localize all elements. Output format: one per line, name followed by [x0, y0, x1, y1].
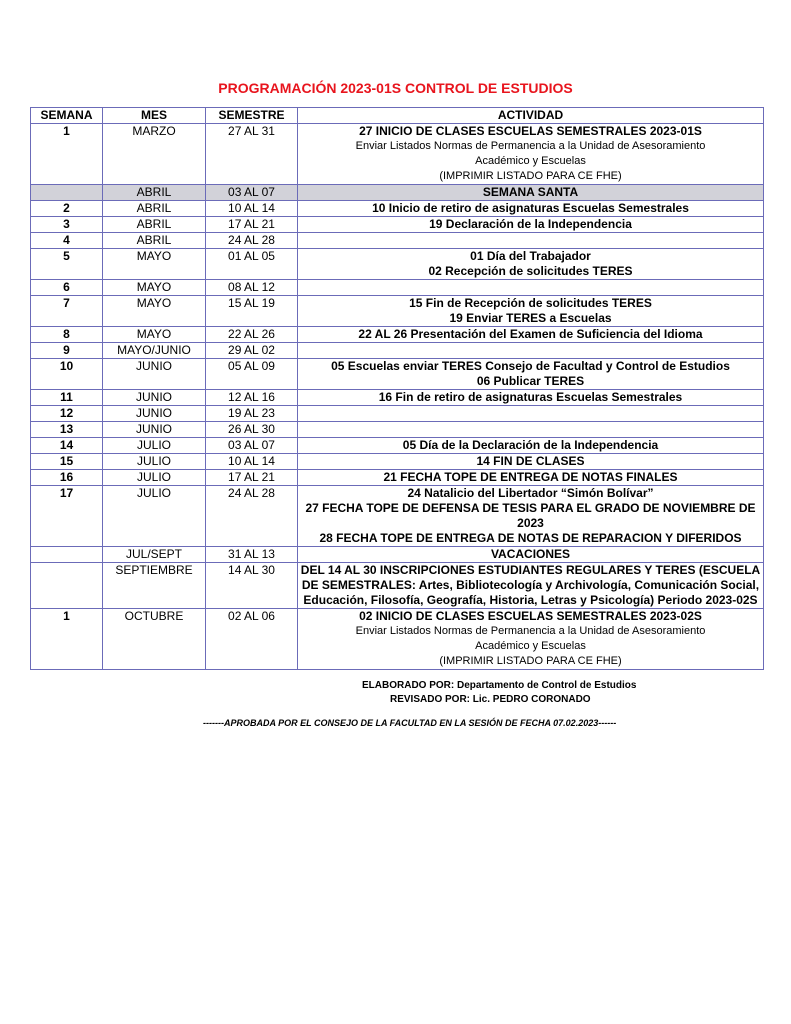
table-row: [31, 563, 764, 609]
mes-cell: OCTUBRE: [103, 609, 206, 670]
actividad-cell: [298, 280, 764, 296]
actividad-cell: [298, 454, 764, 470]
actividad-cell: [298, 390, 764, 406]
semestre-cell: 24 AL 28: [206, 486, 298, 547]
mes-cell: MAYO: [103, 249, 206, 280]
semana-cell: 10: [31, 359, 103, 390]
activity-line: 27 INICIO DE CLASES ESCUELAS SEMESTRALES 2023-01S: [359, 124, 702, 138]
semestre-cell: 15 AL 19: [206, 296, 298, 327]
activity-note: Enviar Listados Normas de Permanencia a la Unidad de Asesoramiento: [355, 140, 706, 152]
mes-cell: JULIO: [103, 454, 206, 470]
actividad-cell: [298, 359, 764, 390]
activity-line: 05 Día de la Declaración de la Independencia: [402, 438, 659, 452]
semestre-cell: 10 AL 14: [206, 454, 298, 470]
activity-line: 27 FECHA TOPE DE DEFENSA DE TESIS PARA EL GRADO DE NOVIEMBRE DE 2023: [305, 501, 756, 530]
semana-cell: [31, 547, 103, 563]
semestre-cell: 03 AL 07: [206, 185, 298, 201]
activity-line: 05 Escuelas enviar TERES Consejo de Facultad y Control de Estudios: [331, 359, 730, 373]
actividad-cell: [298, 249, 764, 280]
schedule-table: [30, 107, 764, 670]
semestre-cell: 02 AL 06: [206, 609, 298, 670]
mes-cell: JUNIO: [103, 422, 206, 438]
mes-cell: JUNIO: [103, 390, 206, 406]
table-row: [31, 422, 764, 438]
actividad-cell: [298, 438, 764, 454]
activity-line: 21 FECHA TOPE DE ENTREGA DE NOTAS FINALES: [383, 470, 678, 484]
activity-note: (IMPRIMIR LISTADO PARA CE FHE): [439, 655, 622, 667]
table-row: [31, 454, 764, 470]
table-row: [31, 343, 764, 359]
semana-cell: 9: [31, 343, 103, 359]
table-row: [31, 217, 764, 233]
mes-cell: MARZO: [103, 124, 206, 185]
table-row: [31, 390, 764, 406]
semestre-cell: 08 AL 12: [206, 280, 298, 296]
semana-cell: 14: [31, 438, 103, 454]
header-semestre: SEMESTRE: [206, 108, 298, 124]
activity-line: 02 Recepción de solicitudes TERES: [428, 264, 633, 278]
page-title: PROGRAMACIÓN 2023-01S CONTROL DE ESTUDIOS: [218, 80, 573, 96]
semestre-cell: 24 AL 28: [206, 233, 298, 249]
activity-line: 19 Enviar TERES a Escuelas: [449, 311, 612, 325]
activity-note: Académico y Escuelas: [475, 640, 586, 652]
semana-cell: 6: [31, 280, 103, 296]
semestre-cell: 05 AL 09: [206, 359, 298, 390]
actividad-cell: [298, 609, 764, 670]
elaborado-por: ELABORADO POR: Departamento de Control de Estudios: [362, 680, 637, 691]
mes-cell: JULIO: [103, 470, 206, 486]
actividad-cell: [298, 547, 764, 563]
mes-cell: MAYO/JUNIO: [103, 343, 206, 359]
mes-cell: ABRIL: [103, 233, 206, 249]
activity-note: Académico y Escuelas: [475, 155, 586, 167]
activity-line: 28 FECHA TOPE DE ENTREGA DE NOTAS DE REPARACION Y DIFERIDOS: [319, 531, 742, 545]
table-row: [31, 406, 764, 422]
semana-cell: 8: [31, 327, 103, 343]
semana-cell: [31, 185, 103, 201]
header-semana: SEMANA: [31, 108, 103, 124]
activity-note: Enviar Listados Normas de Permanencia a la Unidad de Asesoramiento: [355, 625, 706, 637]
semestre-cell: 17 AL 21: [206, 217, 298, 233]
actividad-cell: [298, 233, 764, 249]
semana-cell: 1: [31, 124, 103, 185]
semana-cell: 17: [31, 486, 103, 547]
activity-line: 01 Día del Trabajador: [470, 249, 591, 263]
mes-cell: MAYO: [103, 327, 206, 343]
table-row: [31, 296, 764, 327]
activity-line: 24 Natalicio del Libertador “Simón Bolívar”: [407, 486, 654, 500]
semana-cell: 15: [31, 454, 103, 470]
semestre-cell: 19 AL 23: [206, 406, 298, 422]
actividad-cell: [298, 124, 764, 185]
mes-cell: MAYO: [103, 280, 206, 296]
table-row: [31, 486, 764, 547]
mes-cell: JULIO: [103, 438, 206, 454]
actividad-cell: [298, 406, 764, 422]
actividad-cell: [298, 185, 764, 201]
semana-cell: 4: [31, 233, 103, 249]
table-header-row: [31, 108, 764, 124]
semana-cell: 2: [31, 201, 103, 217]
semana-cell: 1: [31, 609, 103, 670]
activity-line: DEL 14 AL 30 INSCRIPCIONES ESTUDIANTES REGULARES Y TERES (ESCUELA DE SEMESTRALES: Artes, Bibliotecología y Archivología, Comunicación Social, Educación, Filosofía, Geografía, Historia, Letras y Psicología) Periodo 2023-02S: [300, 563, 761, 607]
mes-cell: ABRIL: [103, 185, 206, 201]
mes-cell: JUNIO: [103, 406, 206, 422]
semestre-cell: 26 AL 30: [206, 422, 298, 438]
table-row: [31, 249, 764, 280]
activity-line: VACACIONES: [490, 547, 571, 561]
activity-line: SEMANA SANTA: [482, 185, 579, 199]
semestre-cell: 29 AL 02: [206, 343, 298, 359]
table-row: [31, 547, 764, 563]
semana-cell: 3: [31, 217, 103, 233]
actividad-cell: [298, 217, 764, 233]
mes-cell: ABRIL: [103, 201, 206, 217]
header-actividad: ACTIVIDAD: [298, 108, 764, 124]
semestre-cell: 14 AL 30: [206, 563, 298, 609]
table-row: [31, 438, 764, 454]
actividad-cell: [298, 486, 764, 547]
semana-cell: 16: [31, 470, 103, 486]
table-row: [31, 201, 764, 217]
activity-line: 19 Declaración de la Independencia: [429, 217, 632, 231]
mes-cell: MAYO: [103, 296, 206, 327]
mes-cell: SEPTIEMBRE: [103, 563, 206, 609]
semestre-cell: 31 AL 13: [206, 547, 298, 563]
mes-cell: JUL/SEPT: [103, 547, 206, 563]
approval-note: -------APROBADA POR EL CONSEJO DE LA FACULTAD EN LA SESIÓN DE FECHA 07.02.2023------: [203, 718, 617, 728]
activity-line: 02 INICIO DE CLASES ESCUELAS SEMESTRALES 2023-02S: [359, 609, 702, 623]
activity-line: 06 Publicar TERES: [476, 374, 585, 388]
semestre-cell: 10 AL 14: [206, 201, 298, 217]
table-row: [31, 327, 764, 343]
table-row: [31, 280, 764, 296]
mes-cell: JUNIO: [103, 359, 206, 390]
mes-cell: ABRIL: [103, 217, 206, 233]
actividad-cell: [298, 422, 764, 438]
semana-cell: 11: [31, 390, 103, 406]
table-row: [31, 124, 764, 185]
table-row: [31, 185, 764, 201]
semestre-cell: 03 AL 07: [206, 438, 298, 454]
semana-cell: 13: [31, 422, 103, 438]
actividad-cell: [298, 563, 764, 609]
mes-cell: JULIO: [103, 486, 206, 547]
actividad-cell: [298, 470, 764, 486]
activity-line: 14 FIN DE CLASES: [476, 454, 585, 468]
table-row: [31, 359, 764, 390]
semestre-cell: 17 AL 21: [206, 470, 298, 486]
semana-cell: [31, 563, 103, 609]
table-row: [31, 609, 764, 670]
activity-note: (IMPRIMIR LISTADO PARA CE FHE): [439, 170, 622, 182]
header-mes: MES: [103, 108, 206, 124]
semana-cell: 7: [31, 296, 103, 327]
actividad-cell: [298, 327, 764, 343]
semestre-cell: 22 AL 26: [206, 327, 298, 343]
actividad-cell: [298, 343, 764, 359]
semestre-cell: 12 AL 16: [206, 390, 298, 406]
semestre-cell: 01 AL 05: [206, 249, 298, 280]
revisado-por: REVISADO POR: Lic. PEDRO CORONADO: [390, 694, 591, 705]
table-row: [31, 233, 764, 249]
activity-line: 16 Fin de retiro de asignaturas Escuelas Semestrales: [378, 390, 683, 404]
activity-line: 22 AL 26 Presentación del Examen de Suficiencia del Idioma: [358, 327, 703, 341]
semestre-cell: 27 AL 31: [206, 124, 298, 185]
actividad-cell: [298, 296, 764, 327]
semana-cell: 12: [31, 406, 103, 422]
activity-line: 15 Fin de Recepción de solicitudes TERES: [409, 296, 652, 310]
semana-cell: 5: [31, 249, 103, 280]
actividad-cell: [298, 201, 764, 217]
activity-line: 10 Inicio de retiro de asignaturas Escuelas Semestrales: [372, 201, 689, 215]
table-row: [31, 470, 764, 486]
